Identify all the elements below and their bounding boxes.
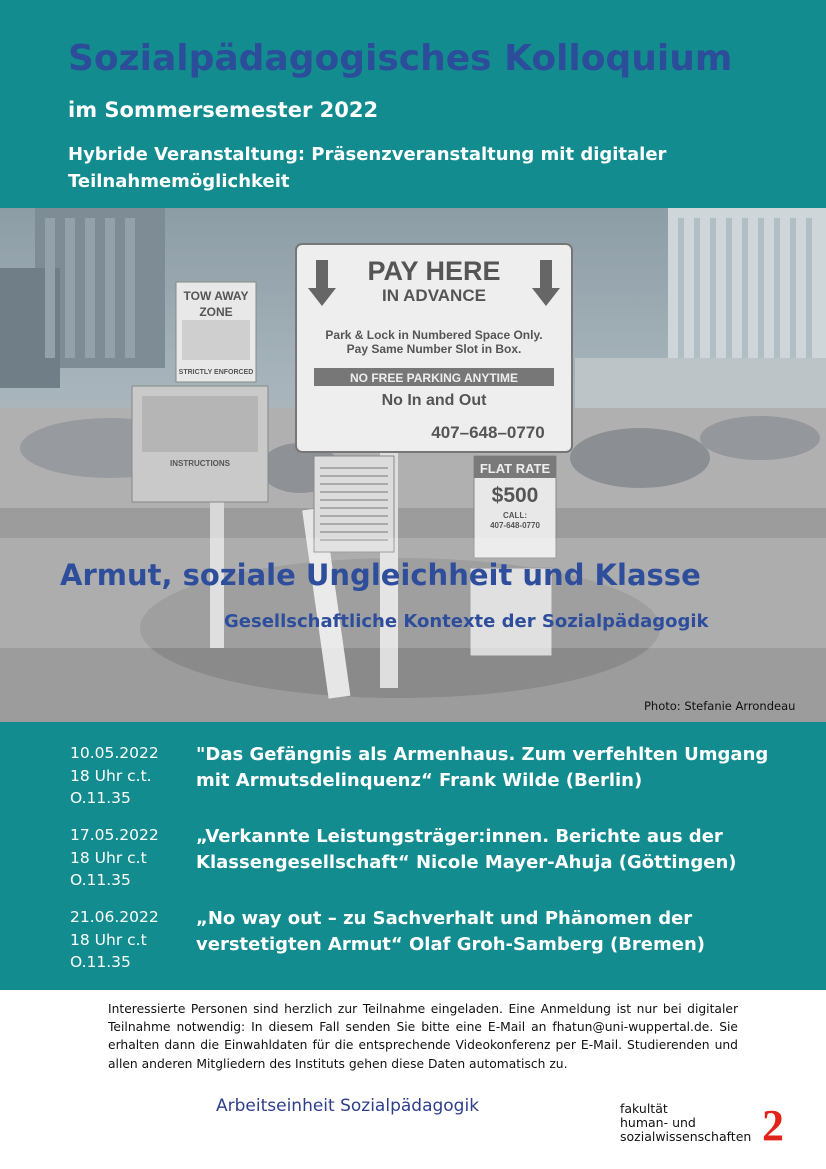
faculty-line-3: sozialwissenschaften [620,1129,752,1144]
sign-in-advance: IN ADVANCE [382,286,486,305]
sign-park-lock-1: Park & Lock in Numbered Space Only. [325,328,543,342]
faculty-number-logo: 2 [762,1101,784,1150]
sign-pay-here: PAY HERE [367,256,501,286]
lecture-series-subtitle: Gesellschaftliche Kontexte der Sozialpädagogik [224,611,709,632]
photo-credit: Photo: Stefanie Arrondeau [644,699,796,713]
lecture-series-title: Armut, soziale Ungleichheit und Klasse [60,558,701,592]
events-band [0,722,826,990]
event-room: O.11.35 [70,871,131,889]
faculty-line-2: human- und [620,1115,696,1130]
sign-phone: 407–648–0770 [431,423,545,442]
page-title: Sozialpädagogisches Kolloquium [68,38,733,79]
parking-lot-signs-photo [0,208,826,722]
event-schedule [70,906,190,974]
faculty-logo-text [620,1102,751,1144]
sign-flat-rate: FLAT RATE [479,461,551,476]
event-schedule [70,824,190,892]
participation-notice: Interessierte Personen sind herzlich zur Teilnahme eingeladen. Eine Anmeldung ist nur bei digitaler Teilnahme notwendig: In diesem Fall senden Sie bitte eine E-Mail an fhatun@uni-wuppertal.de. Sie erhalten dann die Einwahldaten für die entsprechende Videokonferenz per E-Mail. Studierenden und allen anderen Mitgliedern des Instituts gehen diese Daten automatisch zu. [108,1002,738,1071]
sign-call: CALL: [503,511,527,520]
sign-tow-away: TOW AWAY [183,289,249,303]
event-date: 10.05.2022 [70,744,159,762]
event-time: 18 Uhr c.t [70,930,147,949]
event-room: O.11.35 [70,953,131,971]
event-talk: "Das Gefängnis als Armenhaus. Zum verfehlten Umgang mit Armutsdelinquenz“ Frank Wilde (Berlin) [196,744,769,791]
sign-zone: ZONE [199,305,233,319]
event-talk: „No way out – zu Sachverhalt und Phänomen der verstetigten Armut“ Olaf Groh-Samberg (Bremen) [196,908,706,955]
event-talk: „Verkannte Leistungsträger:innen. Berichte aus der Klassengesellschaft“ Nicole Mayer-Ahuja (Göttingen) [196,826,737,873]
organizing-unit: Arbeitseinheit Sozialpädagogik [216,1096,480,1116]
event-date: 17.05.2022 [70,826,159,844]
event-schedule [70,742,190,810]
sign-instructions: INSTRUCTIONS [170,459,230,468]
faculty-line-1: fakultät [620,1101,668,1116]
sign-call-phone: 407-648-0770 [490,521,540,530]
event-time: 18 Uhr c.t. [70,766,152,785]
sign-price: $500 [491,484,539,507]
sign-park-lock-2: Pay Same Number Slot in Box. [346,342,522,356]
sign-no-free-parking: NO FREE PARKING ANYTIME [349,371,519,385]
event-date: 21.06.2022 [70,908,159,926]
photo-illustration [0,208,826,722]
format-note: Hybride Veranstaltung: Präsenzveranstaltung mit digitaler Teilnahmemöglichkeit [68,144,667,192]
sign-no-in-out: No In and Out [381,392,487,409]
event-time: 18 Uhr c.t [70,848,147,867]
sign-strictly-enforced: STRICTLY ENFORCED [178,369,254,376]
event-room: O.11.35 [70,789,131,807]
semester-label: im Sommersemester 2022 [68,98,379,122]
